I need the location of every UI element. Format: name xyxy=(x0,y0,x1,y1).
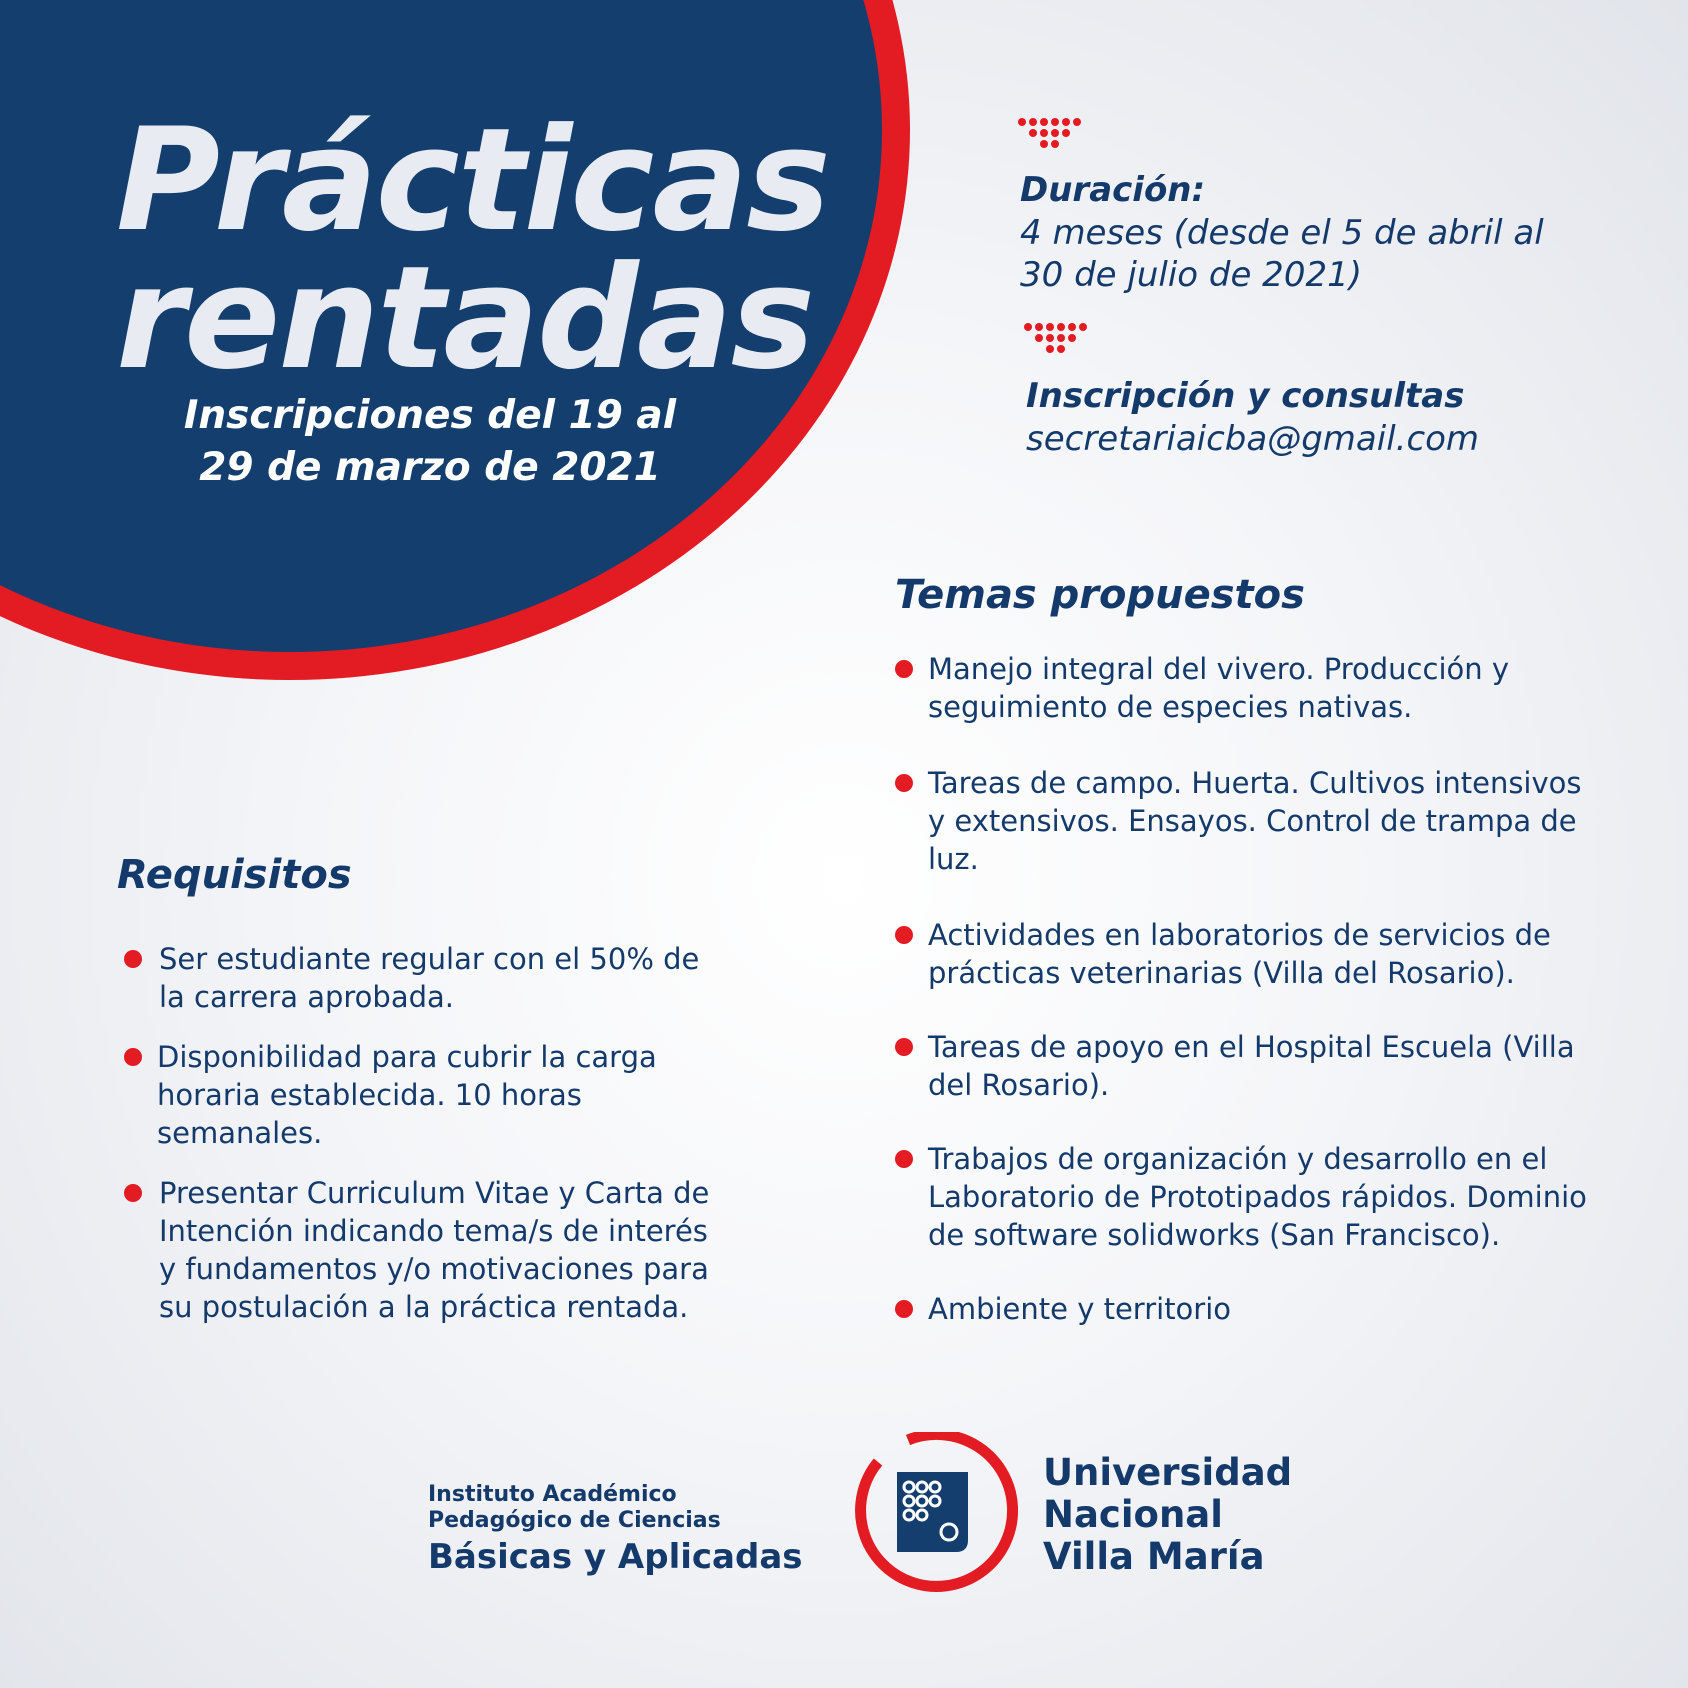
page-title xyxy=(116,98,829,401)
bullet-icon xyxy=(124,1048,142,1066)
registration-dates xyxy=(160,390,700,494)
requirements-heading: Requisitos xyxy=(117,852,352,898)
contact-block xyxy=(1026,374,1666,460)
title-line-1: Prácticas xyxy=(116,98,829,263)
duration-line-2: 30 de julio de 2021) xyxy=(1020,255,1362,295)
list-item: Tareas de apoyo en el Hospital Escuela (Villa del Rosario). xyxy=(895,1028,1595,1104)
dots-triangle-icon xyxy=(1018,118,1078,150)
list-item: Trabajos de organización y desarrollo en el Laboratorio de Prototipados rápidos. Dominio de software solidworks (San Francisco). xyxy=(895,1140,1595,1254)
bullet-icon xyxy=(895,1300,913,1318)
university-name xyxy=(1043,1452,1292,1578)
list-item: Ambiente y territorio xyxy=(895,1290,1595,1328)
bullet-icon xyxy=(895,1038,913,1056)
university-line-3: Villa María xyxy=(1043,1535,1265,1578)
list-item: Tareas de campo. Huerta. Cultivos intensivos y extensivos. Ensayos. Control de trampa de luz. xyxy=(895,764,1595,878)
title-line-2: rentadas xyxy=(116,236,814,401)
duration-block xyxy=(1020,168,1660,296)
institute-line-1: Instituto Académico xyxy=(428,1482,677,1507)
bullet-icon xyxy=(895,774,913,792)
registration-dates-line-2: 29 de marzo de 2021 xyxy=(199,445,661,490)
institute-name xyxy=(428,1482,803,1580)
list-item: Manejo integral del vivero. Producción y seguimiento de especies nativas. xyxy=(895,650,1595,726)
list-item: Actividades en laboratorios de servicios de prácticas veterinarias (Villa del Rosario). xyxy=(895,916,1595,992)
dots-triangle-icon xyxy=(1024,323,1084,355)
bullet-icon xyxy=(124,950,142,968)
institute-line-2: Pedagógico de Ciencias xyxy=(428,1508,721,1533)
contact-label: Inscripción y consultas xyxy=(1026,376,1465,416)
duration-label: Duración: xyxy=(1020,170,1206,210)
institute-line-3: Básicas y Aplicadas xyxy=(428,1537,803,1577)
list-item: Disponibilidad para cubrir la carga horaria establecida. 10 horas semanales. xyxy=(124,1038,724,1152)
bullet-icon xyxy=(895,1150,913,1168)
duration-line-1: 4 meses (desde el 5 de abril al xyxy=(1020,213,1544,253)
requirements-list xyxy=(124,940,724,1326)
topics-heading: Temas propuestos xyxy=(895,572,1305,618)
bullet-icon xyxy=(124,1184,142,1202)
unvm-logo-icon xyxy=(848,1432,1018,1602)
list-item: Presentar Curriculum Vitae y Carta de Intención indicando tema/s de interés y fundamentos y/o motivaciones para su postulación a la práctica rentada. xyxy=(124,1174,724,1326)
registration-dates-line-1: Inscripciones del 19 al xyxy=(183,393,677,438)
bullet-icon xyxy=(895,660,913,678)
list-item: Ser estudiante regular con el 50% de la carrera aprobada. xyxy=(124,940,724,1016)
university-line-2: Nacional xyxy=(1043,1493,1223,1536)
university-line-1: Universidad xyxy=(1043,1451,1293,1494)
topics-list xyxy=(895,650,1595,1328)
contact-email[interactable]: secretariaicba@gmail.com xyxy=(1026,419,1480,459)
bullet-icon xyxy=(895,926,913,944)
